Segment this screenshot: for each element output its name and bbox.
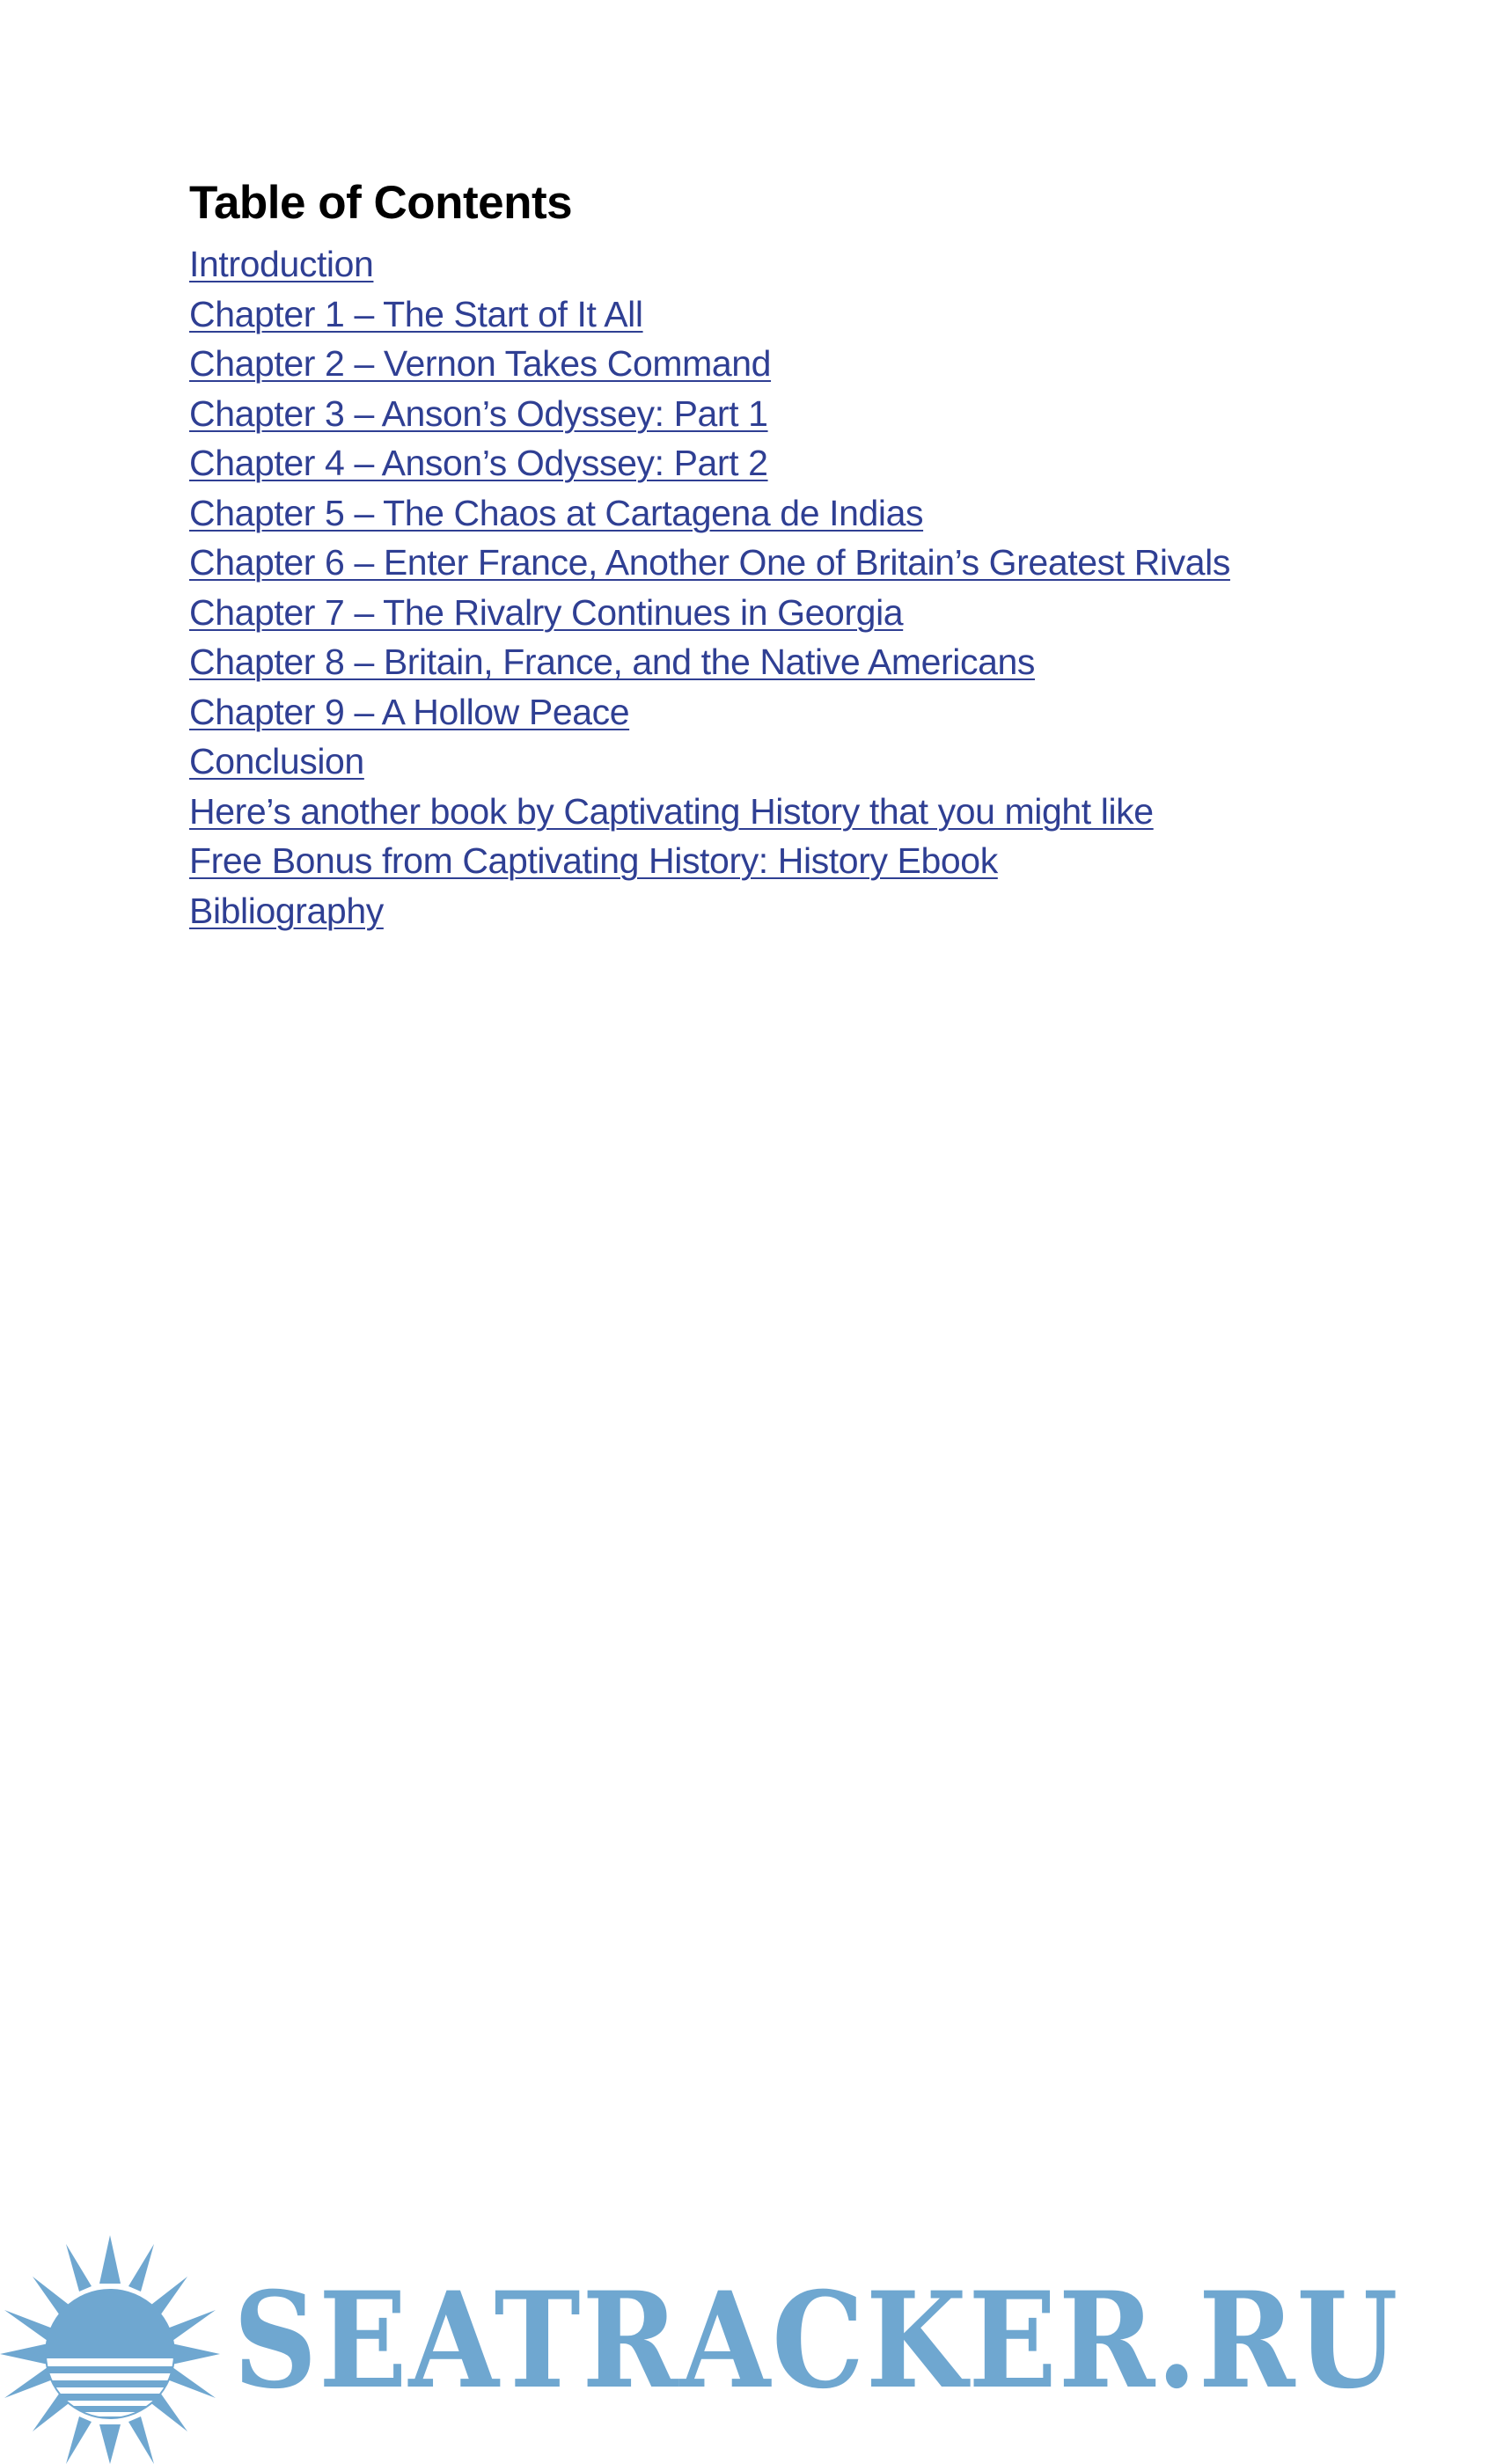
toc-link-chapter-2[interactable]: Chapter 2 – Vernon Takes Command: [189, 343, 772, 384]
toc-link-chapter-1[interactable]: Chapter 1 – The Start of It All: [189, 293, 643, 334]
sun-burst-logo-icon: [0, 2235, 229, 2464]
toc-link-introduction[interactable]: Introduction: [189, 244, 374, 284]
toc-entry: [189, 290, 1230, 340]
toc-entry: [189, 239, 1230, 290]
watermark: [0, 2235, 1496, 2464]
toc-entry: [189, 737, 1230, 787]
toc-link-chapter-5[interactable]: Chapter 5 – The Chaos at Cartagena de Indias: [189, 492, 924, 533]
toc-link-chapter-3[interactable]: Chapter 3 – Anson’s Odyssey: Part 1: [189, 392, 768, 434]
toc-link-chapter-8[interactable]: Chapter 8 – Britain, France, and the Native Americans: [189, 642, 1036, 682]
toc-entry: [189, 438, 1230, 488]
toc-entry: [189, 488, 1230, 539]
toc-entry: [189, 836, 1230, 886]
toc-entry: [189, 687, 1230, 737]
toc-link-free-bonus[interactable]: Free Bonus from Captivating History: History Ebook: [189, 840, 998, 881]
toc-entry: [189, 886, 1230, 936]
toc-entry: [189, 389, 1230, 439]
toc-entry: [189, 588, 1230, 638]
toc-list: [189, 239, 1230, 935]
watermark-text: SEATRACKER.RU: [233, 2263, 1400, 2418]
toc-link-chapter-4[interactable]: Chapter 4 – Anson’s Odyssey: Part 2: [189, 443, 768, 483]
toc-entry: [189, 339, 1230, 389]
toc-link-chapter-6[interactable]: Chapter 6 – Enter France, Another One of Britain’s Greatest Rivals: [189, 542, 1230, 583]
toc-link-conclusion[interactable]: Conclusion: [189, 741, 364, 781]
toc-link-another-book[interactable]: Here’s another book by Captivating History that you might like: [189, 790, 1154, 832]
toc-entry: [189, 787, 1230, 837]
toc-link-chapter-9[interactable]: Chapter 9 – A Hollow Peace: [189, 691, 630, 732]
toc-title: Table of Contents: [189, 177, 573, 229]
toc-entry: [189, 538, 1230, 588]
toc-link-chapter-7[interactable]: Chapter 7 – The Rivalry Continues in Georgia: [189, 591, 904, 633]
toc-link-bibliography[interactable]: Bibliography: [189, 890, 384, 931]
toc-entry: [189, 637, 1230, 687]
